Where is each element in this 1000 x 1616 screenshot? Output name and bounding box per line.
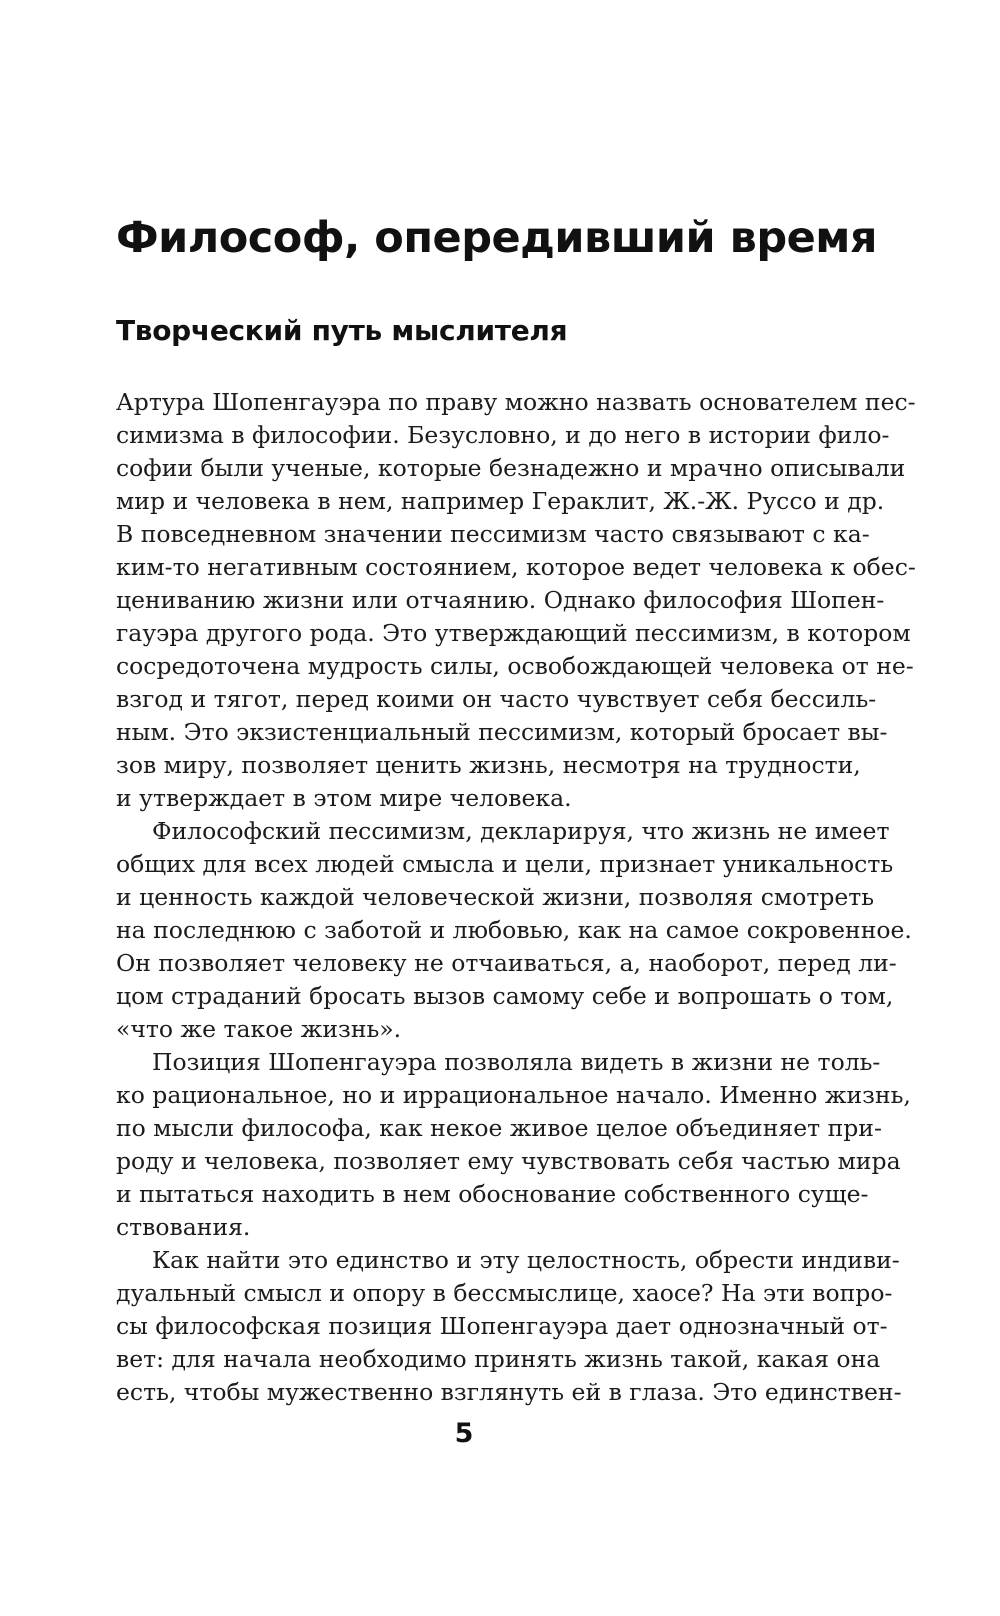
text-line: В повседневном значении пессимизм часто связывают с ка- <box>116 520 870 548</box>
text-line: и пытаться находить в нем обоснование собственного суще- <box>116 1180 869 1208</box>
paragraph-2 <box>116 815 912 1046</box>
text-line: роду и человека, позволяет ему чувствовать себя частью мира <box>116 1147 901 1175</box>
text-line: Философский пессимизм, декларируя, что жизнь не имеет <box>152 817 890 845</box>
text-line: Позиция Шопенгауэра позволяла видеть в жизни не толь- <box>152 1048 881 1076</box>
text-line: софии были ученые, которые безнадежно и мрачно описывали <box>116 454 906 482</box>
text-line: ким-то негативным состоянием, которое ведет человека к обес- <box>116 553 916 581</box>
text-line: по мысли философа, как некое живое целое объединяет при- <box>116 1114 882 1142</box>
text-line: Как найти это единство и эту целостность, обрести индиви- <box>152 1246 900 1274</box>
text-line: мир и человека в нем, например Гераклит, Ж.-Ж. Руссо и др. <box>116 487 885 515</box>
body-text <box>116 386 916 1409</box>
section-title: Творческий путь мыслителя <box>116 314 568 347</box>
text-line: «что же такое жизнь». <box>116 1015 402 1043</box>
text-line: Он позволяет человеку не отчаиваться, а, наоборот, перед ли- <box>116 949 897 977</box>
text-line: общих для всех людей смысла и цели, признает уникальность <box>116 850 894 878</box>
text-line: взгод и тягот, перед коими он часто чувствует себя бессиль- <box>116 685 877 713</box>
text-line: симизма в философии. Безусловно, и до него в истории фило- <box>116 421 890 449</box>
text-line: на последнюю с заботой и любовью, как на самое сокровенное. <box>116 916 912 944</box>
text-line: ным. Это экзистенциальный пессимизм, который бросает вы- <box>116 718 888 746</box>
text-line: цом страданий бросать вызов самому себе и вопрошать о том, <box>116 982 894 1010</box>
chapter-title: Философ, опередивший время <box>116 213 878 263</box>
text-line: и ценность каждой человеческой жизни, позволяя смотреть <box>116 883 875 911</box>
page-number: 5 <box>454 1418 474 1449</box>
text-line: зов миру, позволяет ценить жизнь, несмотря на трудности, <box>116 751 861 779</box>
paragraph-1 <box>116 386 916 815</box>
paragraph-4 <box>116 1244 902 1409</box>
text-line: дуальный смысл и опору в бессмыслице, хаосе? На эти вопро- <box>116 1279 893 1307</box>
text-line: Артура Шопенгауэра по праву можно назвать основателем пес- <box>116 388 916 416</box>
text-line: гауэра другого рода. Это утверждающий пессимизм, в котором <box>116 619 911 647</box>
text-line: сы философская позиция Шопенгауэра дает однозначный от- <box>116 1312 888 1340</box>
text-line: вет: для начала необходимо принять жизнь такой, какая она <box>116 1345 881 1373</box>
text-line: цениванию жизни или отчаянию. Однако философия Шопен- <box>116 586 885 614</box>
text-line: и утверждает в этом мире человека. <box>116 784 572 812</box>
text-line: ствования. <box>116 1213 251 1241</box>
text-line: сосредоточена мудрость силы, освобождающей человека от не- <box>116 652 914 680</box>
paragraph-3 <box>116 1046 911 1244</box>
text-line: есть, чтобы мужественно взглянуть ей в глаза. Это единствен- <box>116 1378 902 1406</box>
text-line: ко рациональное, но и иррациональное начало. Именно жизнь, <box>116 1081 911 1109</box>
